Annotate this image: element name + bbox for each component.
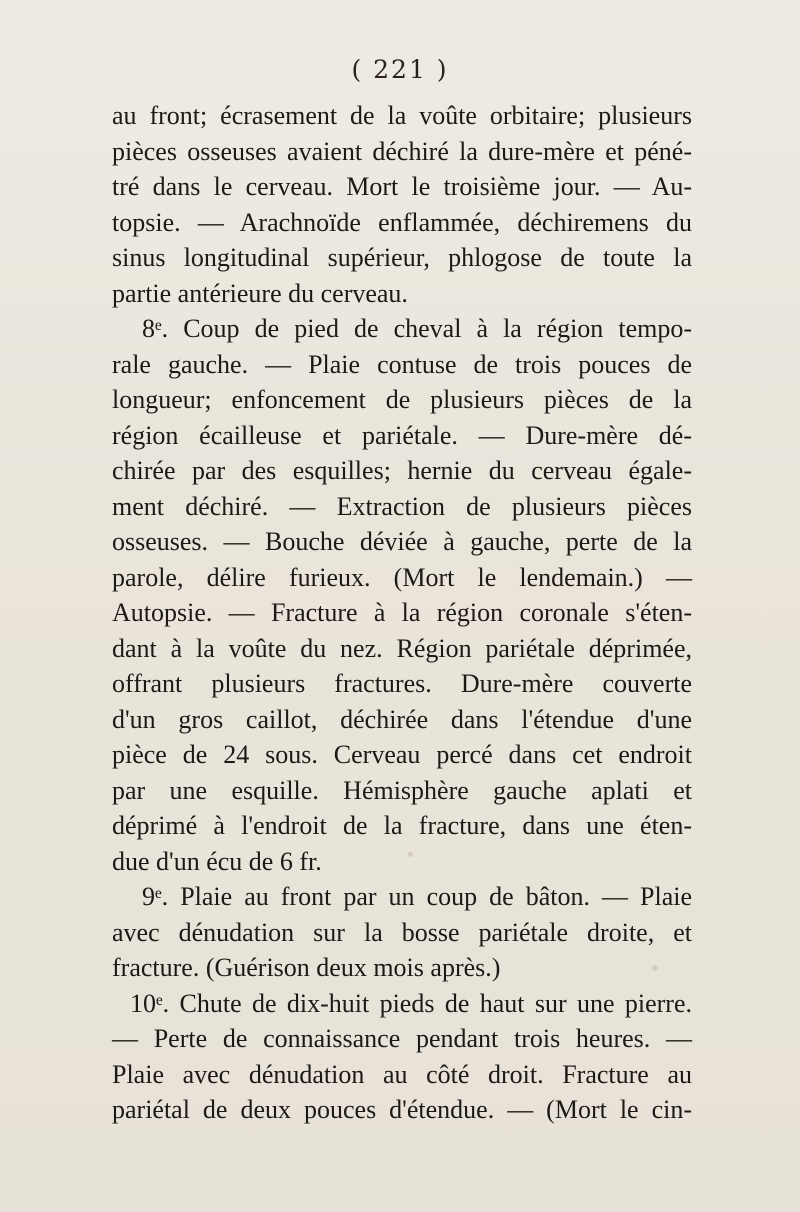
text-line: sinus longitudinal supérieur, phlogose de toute la: [112, 243, 692, 272]
text-line: partie antérieure du cerveau.: [112, 278, 408, 308]
text-line: — Perte de connaissance pendant trois heures. —: [112, 1024, 692, 1053]
text-line: 9ᵉ. Plaie au front par un coup de bâton. — Plaie: [142, 882, 692, 911]
text-line: Plaie avec dénudation au côté droit. Fracture au: [112, 1059, 692, 1089]
body-text: [112, 98, 692, 1128]
text-line: pièces osseuses avaient déchiré la dure-mère et péné-: [112, 136, 692, 166]
text-line: rale gauche. — Plaie contuse de trois pouces de: [112, 349, 692, 379]
text-line: ment déchiré. — Extraction de plusieurs pièces: [112, 491, 692, 521]
text-line: pariétal de deux pouces d'étendue. — (Mort le cin-: [112, 1095, 692, 1124]
text-line: Autopsie. — Fracture à la région coronale s'éten-: [112, 598, 692, 627]
text-line: topsie. — Arachnoïde enflammée, déchiremens du: [112, 207, 692, 237]
text-line: fracture. (Guérison deux mois après.): [112, 953, 501, 982]
text-line: 8ᵉ. Coup de pied de cheval à la région tempo-: [142, 314, 692, 343]
text-line: chirée par des esquilles; hernie du cerveau égale-: [112, 456, 692, 485]
text-line: dant à la voûte du nez. Région pariétale déprimée,: [112, 633, 692, 663]
text-line: par une esquille. Hémisphère gauche aplati et: [112, 775, 692, 805]
text-line: déprimé à l'endroit de la fracture, dans une éten-: [112, 811, 692, 840]
text-line: offrant plusieurs fractures. Dure-mère couverte: [112, 669, 692, 698]
text-line: au front; écrasement de la voûte orbitaire; plusieurs: [112, 101, 692, 130]
text-line: d'un gros caillot, déchirée dans l'étendue d'une: [112, 704, 692, 734]
text-line: osseuses. — Bouche déviée à gauche, perte de la: [112, 527, 692, 556]
text-line: 10ᵉ. Chute de dix-huit pieds de haut sur une pierre.: [130, 988, 692, 1018]
text-line: avec dénudation sur la bosse pariétale droite, et: [112, 917, 692, 947]
text-line: due d'un écu de 6 fr.: [112, 846, 322, 876]
text-line: pièce de 24 sous. Cerveau percé dans cet endroit: [112, 740, 692, 769]
page-number: ( 221 ): [351, 55, 449, 84]
text-line: parole, délire furieux. (Mort le lendemain.) —: [112, 562, 692, 592]
text-line: région écailleuse et pariétale. — Dure-mère dé-: [112, 420, 692, 450]
text-line: tré dans le cerveau. Mort le troisième jour. — Au-: [112, 172, 692, 201]
text-line: longueur; enfoncement de plusieurs pièces de la: [112, 385, 692, 414]
